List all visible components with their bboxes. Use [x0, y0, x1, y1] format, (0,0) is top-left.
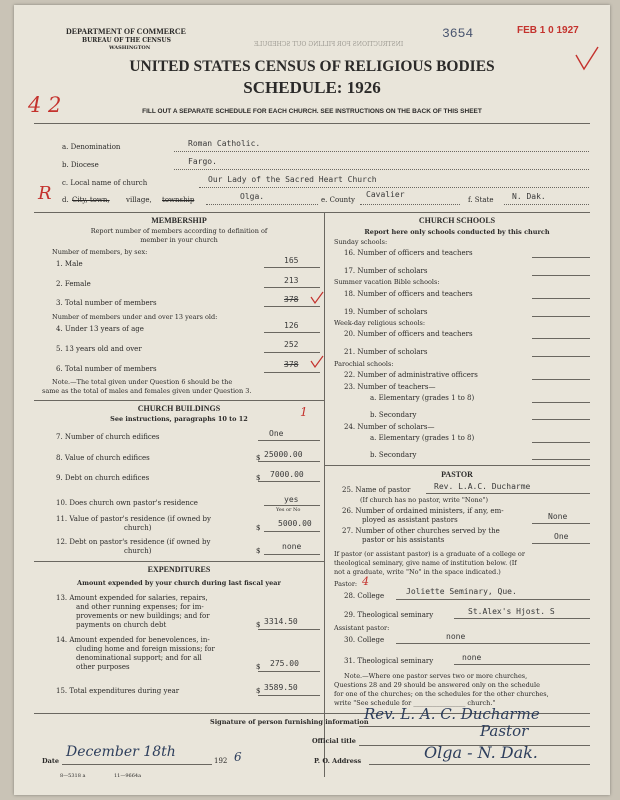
q2-label: 2. Female	[56, 280, 91, 288]
graduate-note-2: theological seminary, give name of institution below. (If	[334, 559, 517, 567]
q1-label: 1. Male	[56, 260, 83, 268]
q27-label-2: pastor or his assistants	[362, 536, 445, 544]
q28-line	[396, 599, 590, 600]
q12-line	[264, 554, 320, 555]
locality-line	[206, 204, 318, 205]
state-label: f. State	[468, 196, 494, 204]
q5-line	[264, 352, 320, 353]
q20-label: 20. Number of officers and teachers	[344, 330, 473, 338]
red-margin-mark: R	[38, 183, 52, 204]
church-name-label: c. Local name of church	[62, 179, 148, 187]
q13-dollar: $	[256, 621, 261, 629]
q27-value: One	[554, 532, 569, 541]
q14-line	[258, 671, 320, 672]
q26-value: None	[548, 512, 568, 521]
q11-label-2: church)	[124, 524, 152, 532]
header-divider	[34, 123, 590, 124]
church-name-value: Our Lady of the Sacred Heart Church	[208, 175, 377, 184]
q4-value: 126	[284, 321, 299, 330]
q8-value: 25000.00	[264, 450, 303, 459]
q28-label: 28. College	[344, 592, 385, 600]
q13-label-4: payments on church debt	[76, 621, 167, 629]
q18-line	[532, 298, 590, 299]
margin-note: 4 2	[28, 93, 62, 117]
church-name-line	[199, 187, 589, 188]
q8-dollar: $	[256, 454, 261, 462]
q9-dollar: $	[256, 474, 261, 482]
q14-label-4: other purposes	[76, 663, 130, 671]
q11-value: 5000.00	[278, 519, 312, 528]
county-value: Cavalier	[366, 190, 405, 199]
q23a-line	[532, 402, 590, 403]
summer-schools-label: Summer vacation Bible schools:	[334, 278, 440, 286]
q27-label-1: 27. Number of other churches served by the	[342, 527, 500, 535]
po-address-label: P. O. Address	[314, 757, 362, 765]
q7-value: One	[269, 429, 284, 438]
buildings-top-rule	[34, 400, 324, 401]
po-address-line	[369, 764, 590, 765]
census-form-sheet	[14, 5, 610, 795]
date-value: December 18th	[66, 744, 176, 760]
pastor-note-3: for one of the churches; on the schedules for the other churches,	[334, 690, 549, 698]
pastor-note-2: Questions 28 and 29 should be answered only on the schedule	[334, 681, 540, 689]
signature-label: Signature of person furnishing information	[210, 718, 369, 726]
membership-intro-1: Report number of members according to definition of	[90, 227, 268, 235]
q14-value: 275.00	[270, 659, 299, 668]
denomination-label: a. Denomination	[62, 143, 121, 151]
locality-value: Olga.	[240, 192, 265, 201]
expenditures-heading: EXPENDITURES	[147, 565, 211, 574]
schedule-title: SCHEDULE: 1926	[243, 78, 381, 97]
q16-label: 16. Number of officers and teachers	[344, 249, 473, 257]
state-value: N. Dak.	[512, 192, 546, 201]
q15-dollar: $	[256, 687, 261, 695]
q3-label: 3. Total number of members	[56, 299, 157, 307]
q9-value: 7000.00	[270, 470, 304, 479]
graduate-note-3: not a graduate, write "No" in the space indicated.)	[334, 568, 501, 576]
q3-value: 378	[284, 295, 299, 304]
year-prefix: 192	[214, 757, 228, 765]
q28-value: Joliette Seminary, Que.	[406, 587, 517, 596]
column-divider	[324, 212, 325, 777]
department-heading: DEPARTMENT OF COMMERCE	[66, 27, 187, 36]
membership-note-1: Note.—The total given under Question 6 should be the	[52, 378, 233, 386]
q6-label: 6. Total number of members	[56, 365, 157, 373]
pastor-top-rule	[324, 465, 590, 466]
denomination-line	[174, 151, 589, 152]
diocese-line	[174, 169, 589, 170]
q1-line	[264, 267, 320, 268]
q31-label: 31. Theological seminary	[344, 657, 434, 665]
diocese-label: b. Diocese	[62, 161, 99, 169]
q24a-line	[532, 442, 590, 443]
q30-line	[396, 643, 590, 644]
q12-value: none	[282, 542, 302, 551]
q20-line	[532, 338, 590, 339]
q24a-label: a. Elementary (grades 1 to 8)	[370, 434, 475, 442]
bleed-through-text: INSTRUCTIONS FOR FILLING OUT SCHEDULE	[254, 41, 404, 48]
received-date-stamp: FEB 1 0 1927	[517, 25, 579, 36]
q16-line	[532, 257, 590, 258]
q22-line	[532, 379, 590, 380]
q13-value: 3314.50	[264, 617, 298, 626]
print-number: 11—9664a	[114, 773, 142, 779]
schools-heading: CHURCH SCHOOLS	[418, 216, 496, 225]
schedule-number: 3654	[442, 26, 474, 41]
q24-label: 24. Number of scholars—	[344, 423, 435, 431]
membership-intro-2: member in your church	[140, 236, 218, 244]
q6-line	[264, 372, 320, 373]
county-line	[360, 204, 460, 205]
date-line	[62, 764, 212, 765]
q31-line	[454, 664, 590, 665]
assistant-subsection-label: Assistant pastor:	[334, 624, 390, 632]
q12-dollar: $	[256, 547, 261, 555]
q4-label: 4. Under 13 years of age	[56, 325, 144, 333]
locality-village: village,	[126, 196, 152, 204]
q9-line	[258, 481, 320, 482]
q14-label-3: denominational support; and for all	[76, 654, 202, 662]
q26-label-1: 26. Number of ordained ministers, if any, em-	[342, 507, 504, 515]
buildings-instructions: See instructions, paragraphs 10 to 12	[110, 415, 248, 423]
q10-line	[264, 505, 320, 506]
pastor-heading: PASTOR	[441, 470, 473, 479]
body-top-rule	[34, 212, 590, 213]
q25-line	[426, 493, 590, 494]
q27-line	[532, 543, 590, 544]
expenditures-intro: Amount expended by your church during last fiscal year	[77, 579, 281, 587]
weekday-schools-label: Week-day religious schools:	[334, 319, 426, 327]
q10-label: 10. Does church own pastor's residence	[56, 499, 198, 507]
q12-label-1: 12. Debt on pastor's residence (if owned by	[56, 538, 211, 546]
state-line	[504, 204, 589, 205]
q29-label: 29. Theological seminary	[344, 611, 434, 619]
red-mark-one: 1	[300, 405, 308, 419]
q13-label-2: and other running expenses; for im-	[76, 603, 204, 611]
q1-value: 165	[284, 256, 299, 265]
form-number: 8—5318 a	[60, 773, 86, 779]
q6-value: 378	[284, 360, 299, 369]
q15-label: 15. Total expenditures during year	[56, 687, 180, 695]
q23-label: 23. Number of teachers—	[344, 383, 436, 391]
q2-line	[264, 287, 320, 288]
diocese-value: Fargo.	[188, 157, 217, 166]
expenditures-top-rule	[34, 561, 324, 562]
q8-line	[258, 461, 320, 462]
county-label: e. County	[321, 196, 355, 204]
q9-label: 9. Debt on church edifices	[56, 474, 150, 482]
q11-line	[264, 531, 320, 532]
q30-label: 30. College	[344, 636, 385, 644]
q10-value: yes	[284, 495, 299, 504]
membership-note-2: same as the total of males and females given under Question 3.	[42, 387, 252, 395]
q29-value: St.Alex's Hjost. S	[468, 607, 555, 616]
q31-value: none	[462, 653, 482, 662]
q24b-line	[532, 459, 590, 460]
pastor-note-4: write "See schedule for ________________ church."	[334, 699, 496, 707]
q14-dollar: $	[256, 663, 261, 671]
pastor-red-mark: 4	[362, 575, 369, 588]
q19-label: 19. Number of scholars	[344, 308, 428, 316]
schools-intro: Report here only schools conducted by this church	[364, 228, 550, 236]
buildings-heading: CHURCH BUILDINGS	[137, 404, 221, 413]
q5-label: 5. 13 years old and over	[56, 345, 142, 353]
q30-value: none	[446, 632, 466, 641]
q23b-label: b. Secondary	[370, 411, 417, 419]
denomination-value: Roman Catholic.	[188, 139, 261, 148]
q24b-label: b. Secondary	[370, 451, 417, 459]
q17-label: 17. Number of scholars	[344, 267, 428, 275]
q19-line	[532, 316, 590, 317]
locality-struck-township: township	[162, 196, 195, 204]
q26-line	[532, 523, 590, 524]
q25-value: Rev. L.A.C. Ducharme	[434, 482, 531, 491]
q17-line	[532, 275, 590, 276]
age-intro-label: Number of members under and over 13 years old:	[52, 313, 218, 321]
q13-label-3: provements or new buildings; and for	[76, 612, 210, 620]
q25-note: (If church has no pastor, write "None")	[360, 496, 489, 504]
signature-value: Rev. L. A. C. Ducharme	[364, 705, 540, 723]
q11-label-1: 11. Value of pastor's residence (if owned by	[56, 515, 211, 523]
q3-line	[264, 306, 320, 307]
q4-line	[264, 332, 320, 333]
q6-check-icon	[310, 355, 324, 369]
q21-label: 21. Number of scholars	[344, 348, 428, 356]
membership-heading: MEMBERSHIP	[151, 216, 207, 225]
q3-check-icon	[310, 291, 324, 305]
instruction-line: FILL OUT A SEPARATE SCHEDULE FOR EACH CHURCH. SEE INSTRUCTIONS ON THE BACK OF THIS SHEET	[142, 108, 482, 115]
q13-label-1: 13. Amount expended for salaries, repairs,	[56, 594, 208, 602]
q21-line	[532, 356, 590, 357]
city-heading: WASHINGTON	[109, 45, 151, 51]
date-label: Date	[42, 757, 59, 765]
locality-struck-city: City, town,	[72, 196, 110, 204]
q29-line	[454, 618, 590, 619]
q2-value: 213	[284, 276, 299, 285]
q15-value: 3589.50	[264, 683, 298, 692]
q23b-line	[532, 419, 590, 420]
q10-hint: Yes or No	[276, 507, 301, 513]
q8-label: 8. Value of church edifices	[56, 454, 150, 462]
official-title-value: Pastor	[480, 722, 529, 740]
q18-label: 18. Number of officers and teachers	[344, 290, 473, 298]
bureau-heading: BUREAU OF THE CENSUS	[82, 37, 171, 44]
locality-label: d.	[62, 196, 69, 204]
members-by-sex-label: Number of members, by sex:	[52, 248, 148, 256]
q14-label-2: cluding home and foreign missions; for	[76, 645, 215, 653]
q7-line	[258, 440, 320, 441]
q23a-label: a. Elementary (grades 1 to 8)	[370, 394, 475, 402]
q13-line	[258, 629, 320, 630]
q12-label-2: church)	[124, 547, 152, 555]
sunday-schools-label: Sunday schools:	[334, 238, 388, 246]
form-title: UNITED STATES CENSUS OF RELIGIOUS BODIES	[129, 58, 495, 75]
q22-label: 22. Number of administrative officers	[344, 371, 478, 379]
pastor-note-1: Note.—Where one pastor serves two or more churches,	[344, 672, 528, 680]
q5-value: 252	[284, 340, 299, 349]
graduate-note-1: If pastor (or assistant pastor) is a graduate of a college or	[334, 550, 525, 558]
year-digit: 6	[234, 750, 242, 764]
q11-dollar: $	[256, 524, 261, 532]
q14-label-1: 14. Amount expended for benevolences, in-	[56, 636, 210, 644]
q25-label: 25. Name of pastor	[342, 486, 411, 494]
q7-label: 7. Number of church edifices	[56, 433, 160, 441]
pastor-subsection-label: Pastor:	[334, 580, 358, 588]
q26-label-2: ployed as assistant pastors	[362, 516, 458, 524]
signature-line	[359, 726, 590, 727]
q15-line	[258, 695, 320, 696]
parochial-schools-label: Parochial schools:	[334, 360, 394, 368]
official-title-label: Official title	[312, 737, 356, 745]
po-address-value: Olga - N. Dak.	[424, 743, 538, 762]
